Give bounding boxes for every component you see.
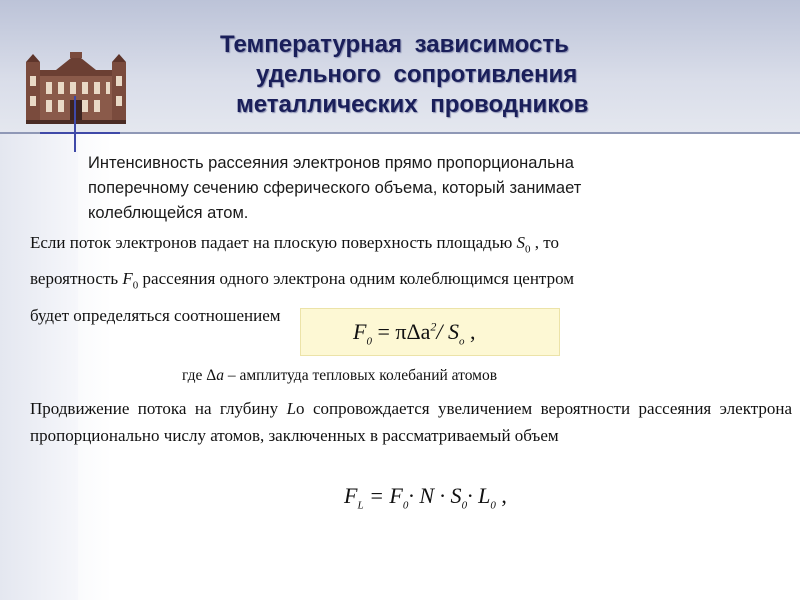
note-symbol-a: a [216, 367, 224, 384]
symbol-l: L [286, 399, 297, 418]
title-line-3: металлических проводников [236, 91, 589, 118]
symbol-f0: F [122, 269, 133, 289]
main-line-2-text: вероятность [30, 269, 123, 289]
formula-mid: = πΔa [371, 319, 431, 344]
symbol-l-o: o [296, 399, 305, 418]
title-line-2: удельного сопротивления [256, 61, 578, 88]
intro-line-1: Интенсивность рассеяния электронов прямо пропорциональна [88, 154, 574, 172]
formula-s: S [448, 319, 460, 344]
symbol-s0: S [516, 233, 526, 252]
main-line-3: будет определяться соотношением [30, 305, 281, 325]
main-line-2-tail: рассеяния одного электрона одним колеблющимся центром [138, 269, 575, 289]
formula-fl [344, 483, 507, 511]
blue-cross-horizontal [40, 132, 120, 134]
intro-line-2: поперечному сечению сферического объема, который занимает [88, 179, 582, 197]
formula-sup: 2 [430, 319, 437, 334]
main-line-1 [30, 228, 790, 264]
formula-f-sub: 0 [366, 335, 372, 348]
header-divider [0, 132, 800, 134]
formula-tail: , [464, 319, 476, 344]
formula-s-sub: o [459, 335, 465, 348]
formula2-f: F [344, 483, 358, 508]
left-margin-shade [0, 134, 78, 600]
formula2-tail: , [495, 483, 507, 508]
formula2-sub-0c: 0 [490, 499, 496, 512]
formula2-n-s: · N · S [408, 483, 462, 508]
symbol-s0-sub: 0 [525, 243, 531, 256]
amplitude-note [182, 367, 497, 385]
second-paragraph [30, 395, 792, 449]
main-line-2 [30, 264, 790, 300]
intro-paragraph [88, 151, 728, 226]
second-paragraph-start: Продвижение потока на глубину [30, 399, 287, 418]
formula-f: F [353, 319, 367, 344]
formula2-l: · L [467, 483, 491, 508]
building-logo-icon [26, 52, 126, 124]
formula2-sub-0: 0 [402, 499, 409, 512]
formula-f0 [353, 319, 476, 347]
note-text: – амплитуда тепловых колебаний атомов [223, 367, 498, 384]
formula2-sub-0b: 0 [461, 499, 468, 512]
title-line-1: Температурная зависимость [220, 31, 569, 58]
main-line-1-text: Если поток электронов падает на плоскую поверхность площадью [30, 233, 517, 252]
formula-slash: / [436, 319, 449, 344]
formula-highlight-box [300, 308, 560, 356]
symbol-f0-sub: 0 [132, 279, 139, 292]
note-prefix: где Δ [182, 367, 217, 384]
slide-title [190, 30, 730, 120]
intro-line-3: колеблющейся атом. [88, 204, 249, 222]
second-paragraph-rest: сопровождается увеличением вероятности рассеяния электрона пропорционально числу атомов, заключенных в рассматриваемый объем [30, 399, 793, 445]
formula2-sub-l: L [357, 499, 364, 512]
formula2-eq-f: = F [363, 483, 403, 508]
main-line-1-tail: , то [530, 233, 559, 252]
blue-cross-vertical [74, 96, 76, 152]
